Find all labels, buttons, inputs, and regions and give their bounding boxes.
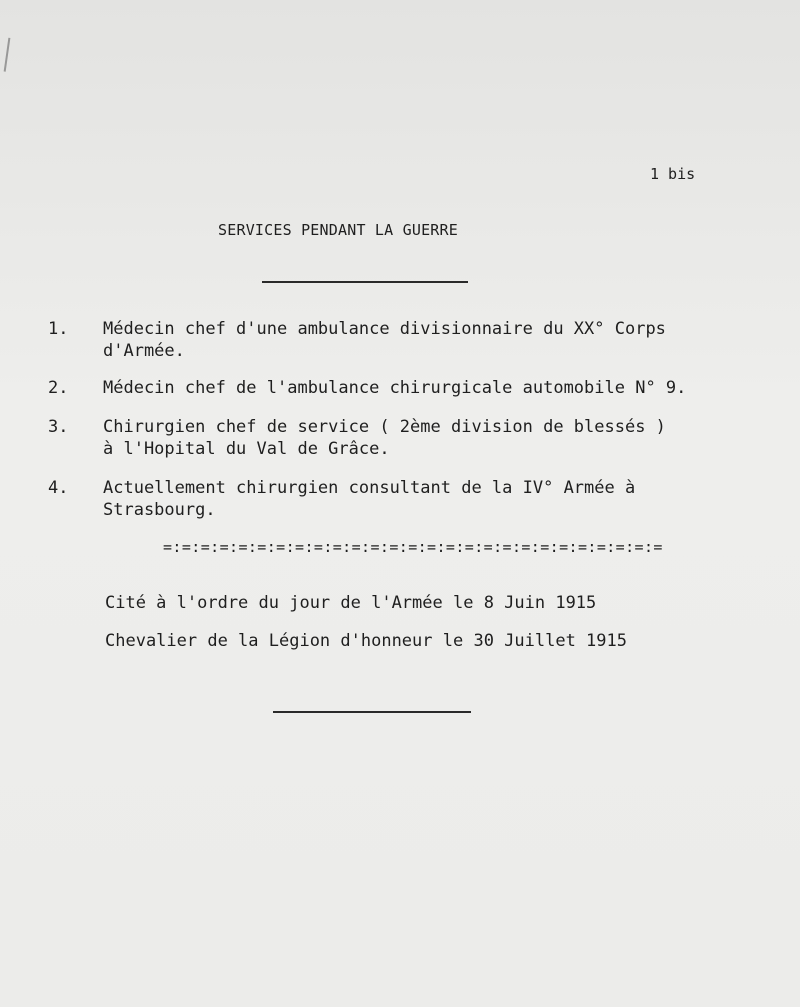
page-number: 1 bis	[650, 165, 696, 183]
service-text-line2: d'Armée.	[103, 341, 185, 361]
margin-mark	[4, 38, 15, 73]
title-underline-rule	[262, 281, 468, 283]
distinction-line: Chevalier de la Légion d'honneur le 30 Juillet 1915	[105, 631, 627, 651]
citation-line: Cité à l'ordre du jour de l'Armée le 8 Juin 1915	[105, 593, 597, 613]
service-text-line1: Médecin chef d'une ambulance divisionnaire du XX° Corps	[103, 319, 666, 339]
page-title: SERVICES PENDANT LA GUERRE	[218, 221, 458, 239]
service-text-line1: Médecin chef de l'ambulance chirurgicale automobile N° 9.	[103, 378, 687, 398]
service-number: 3.	[48, 417, 69, 437]
service-number: 1.	[48, 319, 69, 339]
service-text-line2: à l'Hopital du Val de Grâce.	[103, 439, 390, 459]
service-number: 2.	[48, 378, 69, 398]
service-text-line1: Chirurgien chef de service ( 2ème division de blessés )	[103, 417, 666, 437]
separator-line: =:=:=:=:=:=:=:=:=:=:=:=:=:=:=:=:=:=:=:=:=:=:=:=:=:=:=	[163, 538, 663, 556]
service-number: 4.	[48, 478, 69, 498]
bottom-rule	[273, 711, 471, 713]
service-text-line1: Actuellement chirurgien consultant de la IV° Armée à	[103, 478, 636, 498]
service-text-line2: Strasbourg.	[103, 500, 216, 520]
